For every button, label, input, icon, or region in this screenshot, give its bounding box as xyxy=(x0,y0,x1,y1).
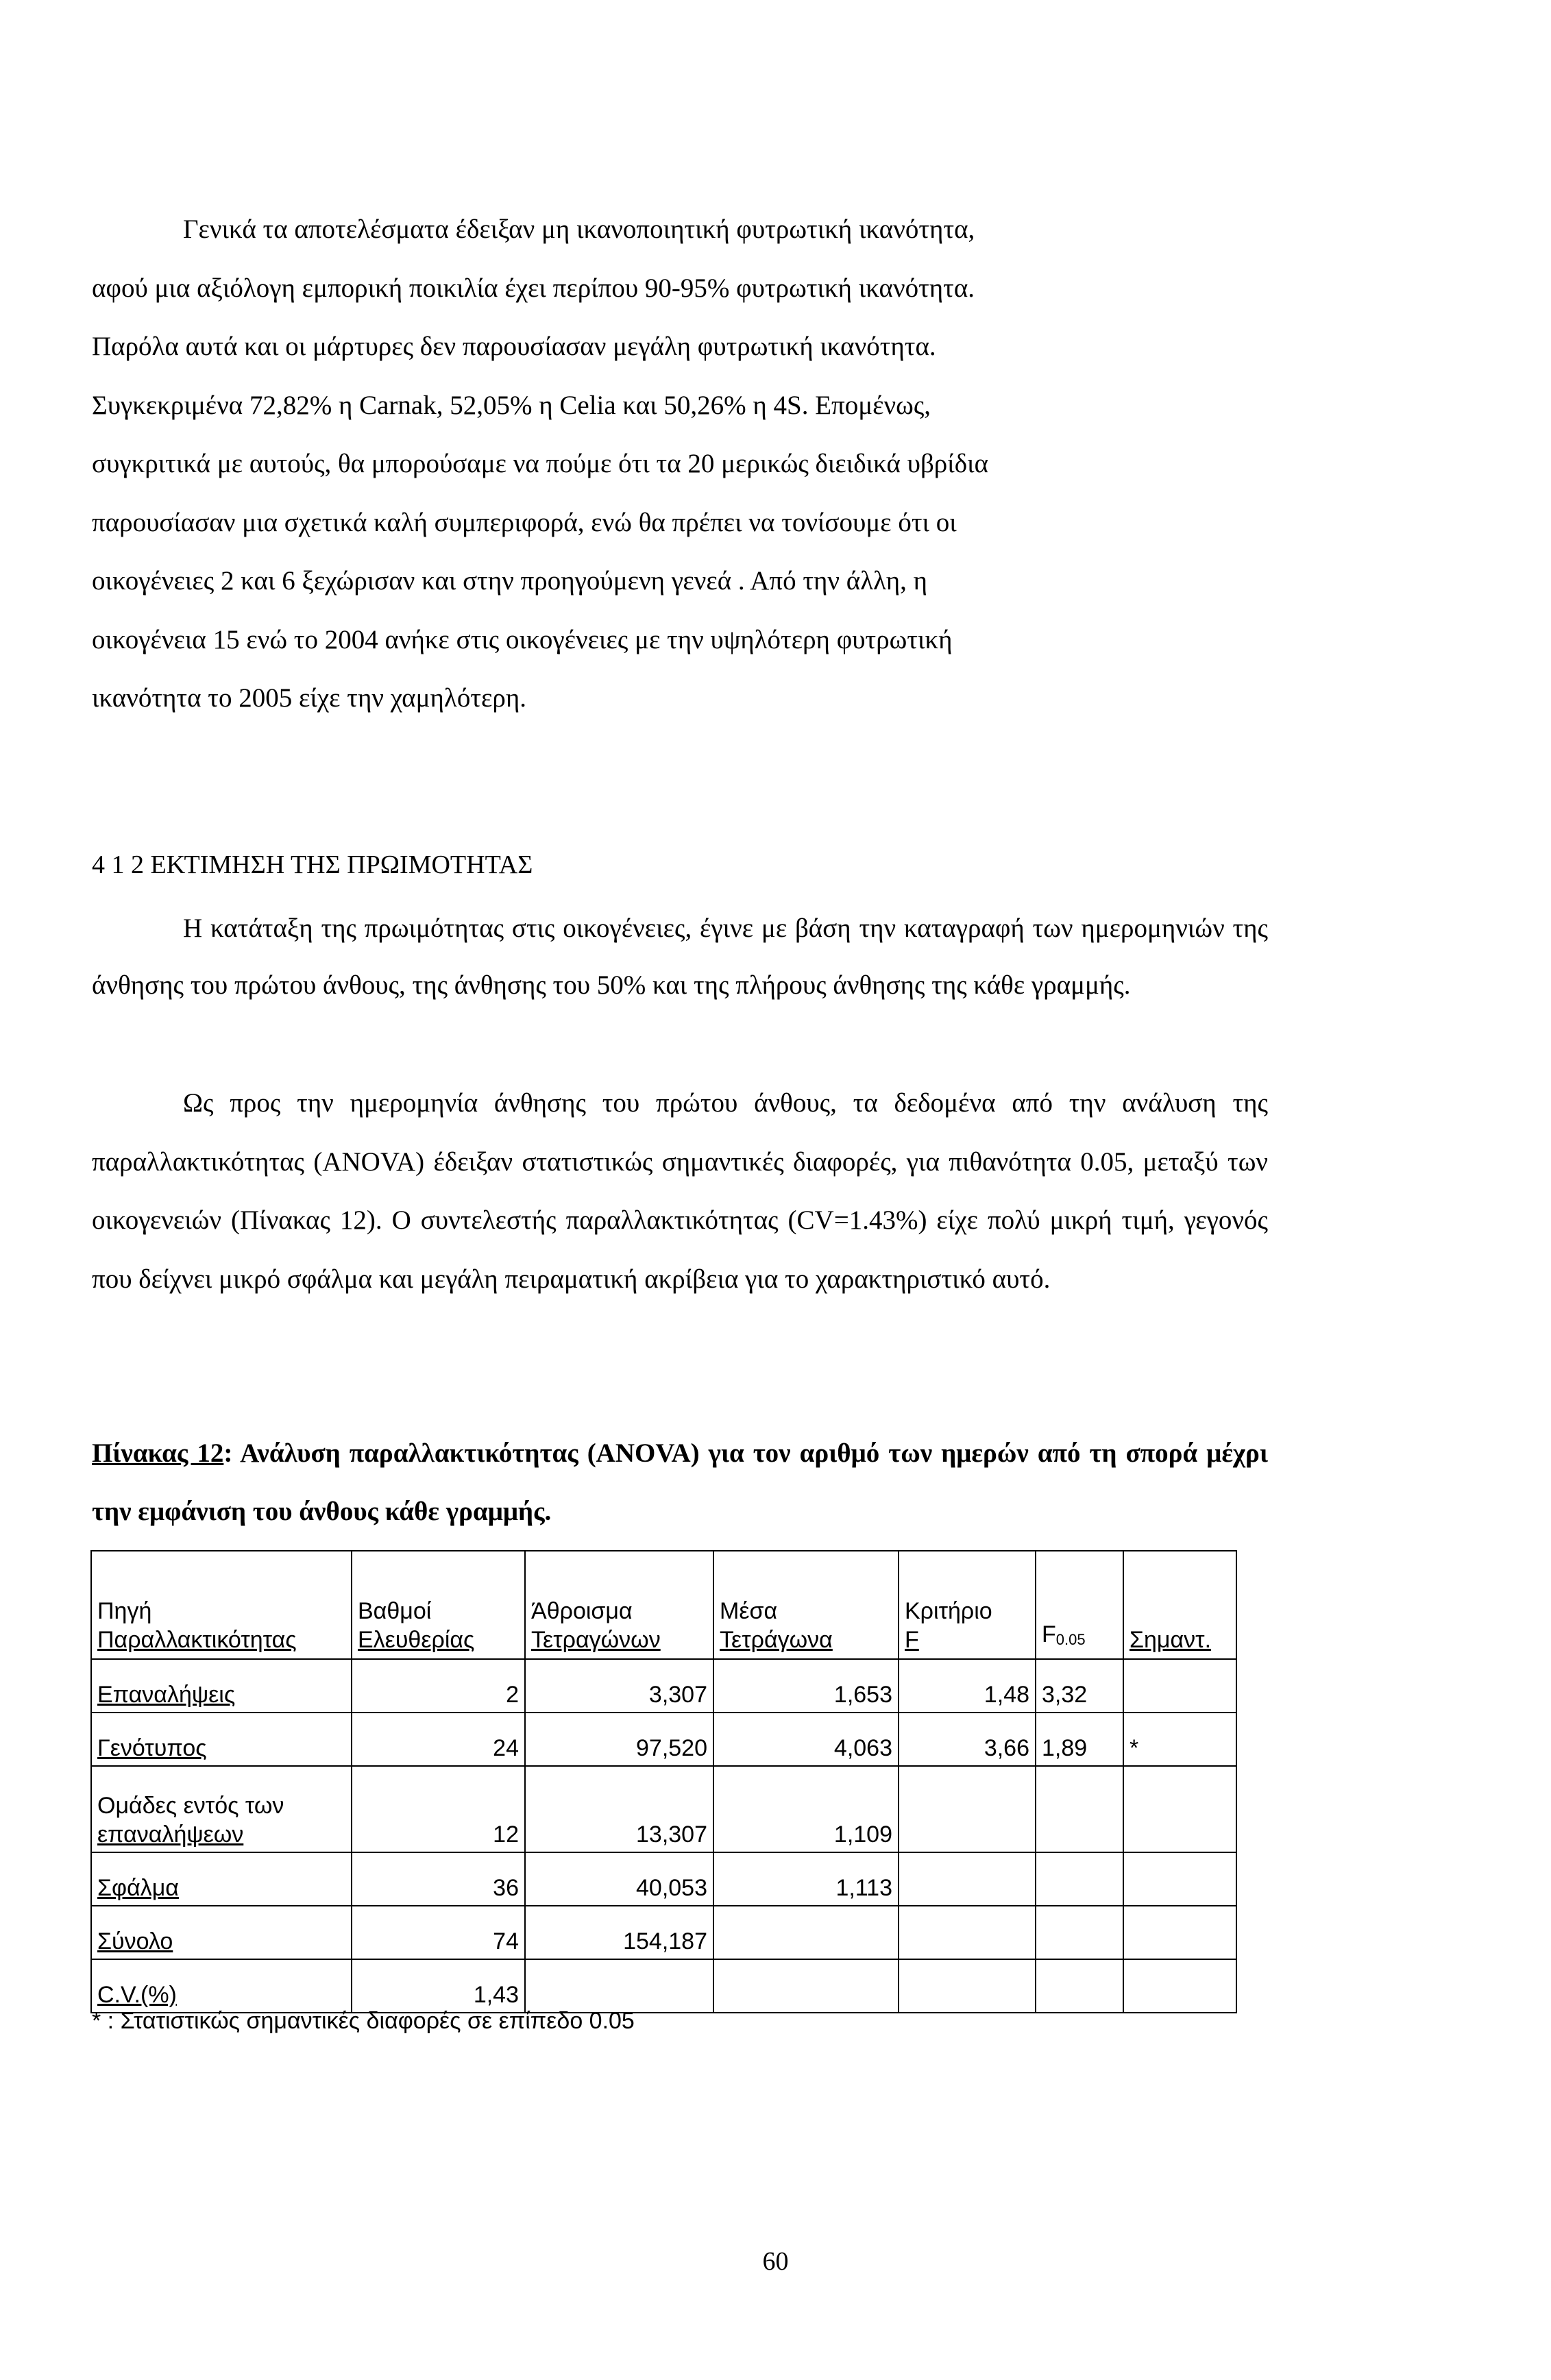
sig-cell xyxy=(1123,1959,1236,2013)
table-footnote: * : Στατιστικώς σημαντικές διαφορές σε επίπεδο 0.05 xyxy=(92,2008,635,2034)
f005-cell xyxy=(1036,1852,1123,1906)
table-row xyxy=(91,1852,1236,1906)
df-cell: 2 xyxy=(352,1659,525,1713)
ms-cell xyxy=(713,1906,899,1959)
page-number: 60 xyxy=(762,2247,789,2276)
ss-cell: 3,307 xyxy=(525,1659,713,1713)
table-row xyxy=(91,1713,1236,1766)
intro-line: συγκριτικά με αυτούς, θα μπορούσαμε να πούμε ότι τα 20 μερικώς διειδικά υβρίδια xyxy=(92,449,989,478)
table-row xyxy=(91,1659,1236,1713)
ms-cell: 1,109 xyxy=(713,1766,899,1852)
earliness-paragraph xyxy=(92,900,1268,1014)
ss-cell: 154,187 xyxy=(525,1906,713,1959)
ss-cell: 13,307 xyxy=(525,1766,713,1852)
f005-cell xyxy=(1036,1906,1123,1959)
header-cell: Κριτήριο F xyxy=(899,1551,1036,1659)
df-cell: 74 xyxy=(352,1906,525,1959)
intro-line: παρουσίασαν μια σχετικά καλή συμπεριφορά, ενώ θα πρέπει να τονίσουμε ότι οι xyxy=(92,507,957,537)
table-header-row xyxy=(91,1551,1236,1659)
f005-cell xyxy=(1036,1959,1123,2013)
section-heading: 4 1 2 ΕΚΤΙΜΗΣΗ ΤΗΣ ΠΡΩΙΜΟΤΗΤΑΣ xyxy=(92,850,533,879)
ss-cell: 40,053 xyxy=(525,1852,713,1906)
df-cell: 24 xyxy=(352,1713,525,1766)
f-cell xyxy=(899,1906,1036,1959)
intro-paragraph xyxy=(92,200,1268,728)
header-cell: Βαθμοί Ελευθερίας xyxy=(352,1551,525,1659)
header-cell: Πηγή Παραλλακτικότητας xyxy=(91,1551,352,1659)
intro-line: Συγκεκριμένα 72,82% η Carnak, 52,05% η Celia και 50,26% η 4S. Επομένως, xyxy=(92,390,931,420)
ms-cell: 1,653 xyxy=(713,1659,899,1713)
f-cell: 3,66 xyxy=(899,1713,1036,1766)
f-cell xyxy=(899,1852,1036,1906)
table-caption xyxy=(92,1424,1268,1541)
df-cell: 36 xyxy=(352,1852,525,1906)
f005-cell xyxy=(1036,1766,1123,1852)
header-cell: Άθροισμα Τετραγώνων xyxy=(525,1551,713,1659)
ss-cell: 97,520 xyxy=(525,1713,713,1766)
anova-table xyxy=(90,1550,1237,2013)
ms-cell xyxy=(713,1959,899,2013)
table-caption-label: Πίνακας 12 xyxy=(92,1438,224,1468)
source-cell: C.V.(%) xyxy=(91,1959,352,2013)
header-cell: Σημαντ. xyxy=(1123,1551,1236,1659)
f-cell xyxy=(899,1766,1036,1852)
source-cell: Ομάδες εντός των επαναλήψεων xyxy=(91,1766,352,1852)
sig-cell xyxy=(1123,1766,1236,1852)
f005-cell: 1,89 xyxy=(1036,1713,1123,1766)
f-cell xyxy=(899,1959,1036,2013)
intro-line: Γενικά τα αποτελέσματα έδειξαν μη ικανοποιητική φυτρωτική ικανότητα, xyxy=(183,214,975,244)
ss-cell xyxy=(525,1959,713,2013)
sig-cell: * xyxy=(1123,1713,1236,1766)
table-caption-text: : Ανάλυση παραλλακτικότητας (ANOVA) για τον αριθμό των ημερών από τη σπορά μέχρι την εμφάνιση του άνθους κάθε γραμμής. xyxy=(92,1438,1268,1526)
source-cell: Σφάλμα xyxy=(91,1852,352,1906)
anova-text: Ως προς την ημερομηνία άνθησης του πρώτου άνθους, τα δεδομένα από την ανάλυση της παραλλακτικότητας (ANOVA) έδειξαν στατιστικώς σημαντικές διαφορές, για πιθανότητα 0.05, μεταξύ των οικογενειών (Πίνακας 12). Ο συντελεστής παραλλακτικότητας (CV=1.43%) είχε πολύ μικρή τιμή, γεγονός που δείχνει μικρό σφάλμα και μεγάλη πειραματική ακρίβεια για το χαρακτηριστικό αυτό. xyxy=(92,1088,1268,1294)
intro-line: οικογένεια 15 ενώ το 2004 ανήκε στις οικογένειες με την υψηλότερη φυτρωτική xyxy=(92,624,953,654)
earliness-text: Η κατάταξη της πρωιμότητας στις οικογένειες, έγινε με βάση την καταγραφή των ημερομηνιών της άνθησης του πρώτου άνθους, της άνθησης του 50% και της πλήρους άνθησης της κάθε γραμμής. xyxy=(92,913,1268,1000)
source-cell: Γενότυπος xyxy=(91,1713,352,1766)
table-row xyxy=(91,1906,1236,1959)
table-row xyxy=(91,1959,1236,2013)
intro-line: οικογένειες 2 και 6 ξεχώρισαν και στην προηγούμενη γενεά . Από την άλλη, η xyxy=(92,566,927,596)
intro-line: αφού μια αξιόλογη εμπορική ποικιλία έχει περίπου 90-95% φυτρωτική ικανότητα. xyxy=(92,273,975,303)
header-cell: Μέσα Τετράγωνα xyxy=(713,1551,899,1659)
sig-cell xyxy=(1123,1906,1236,1959)
df-cell: 12 xyxy=(352,1766,525,1852)
anova-paragraph xyxy=(92,1074,1268,1308)
f-cell: 1,48 xyxy=(899,1659,1036,1713)
header-cell: F0.05 xyxy=(1036,1551,1123,1659)
df-cell: 1,43 xyxy=(352,1959,525,2013)
source-cell: Επαναλήψεις xyxy=(91,1659,352,1713)
ms-cell: 1,113 xyxy=(713,1852,899,1906)
intro-line: ικανότητα το 2005 είχε την χαμηλότερη. xyxy=(92,683,526,713)
sig-cell xyxy=(1123,1659,1236,1713)
intro-line: Παρόλα αυτά και οι μάρτυρες δεν παρουσίασαν μεγάλη φυτρωτική ικανότητα. xyxy=(92,332,936,361)
f005-cell: 3,32 xyxy=(1036,1659,1123,1713)
ms-cell: 4,063 xyxy=(713,1713,899,1766)
sig-cell xyxy=(1123,1852,1236,1906)
table-row xyxy=(91,1766,1236,1852)
source-cell: Σύνολο xyxy=(91,1906,352,1959)
